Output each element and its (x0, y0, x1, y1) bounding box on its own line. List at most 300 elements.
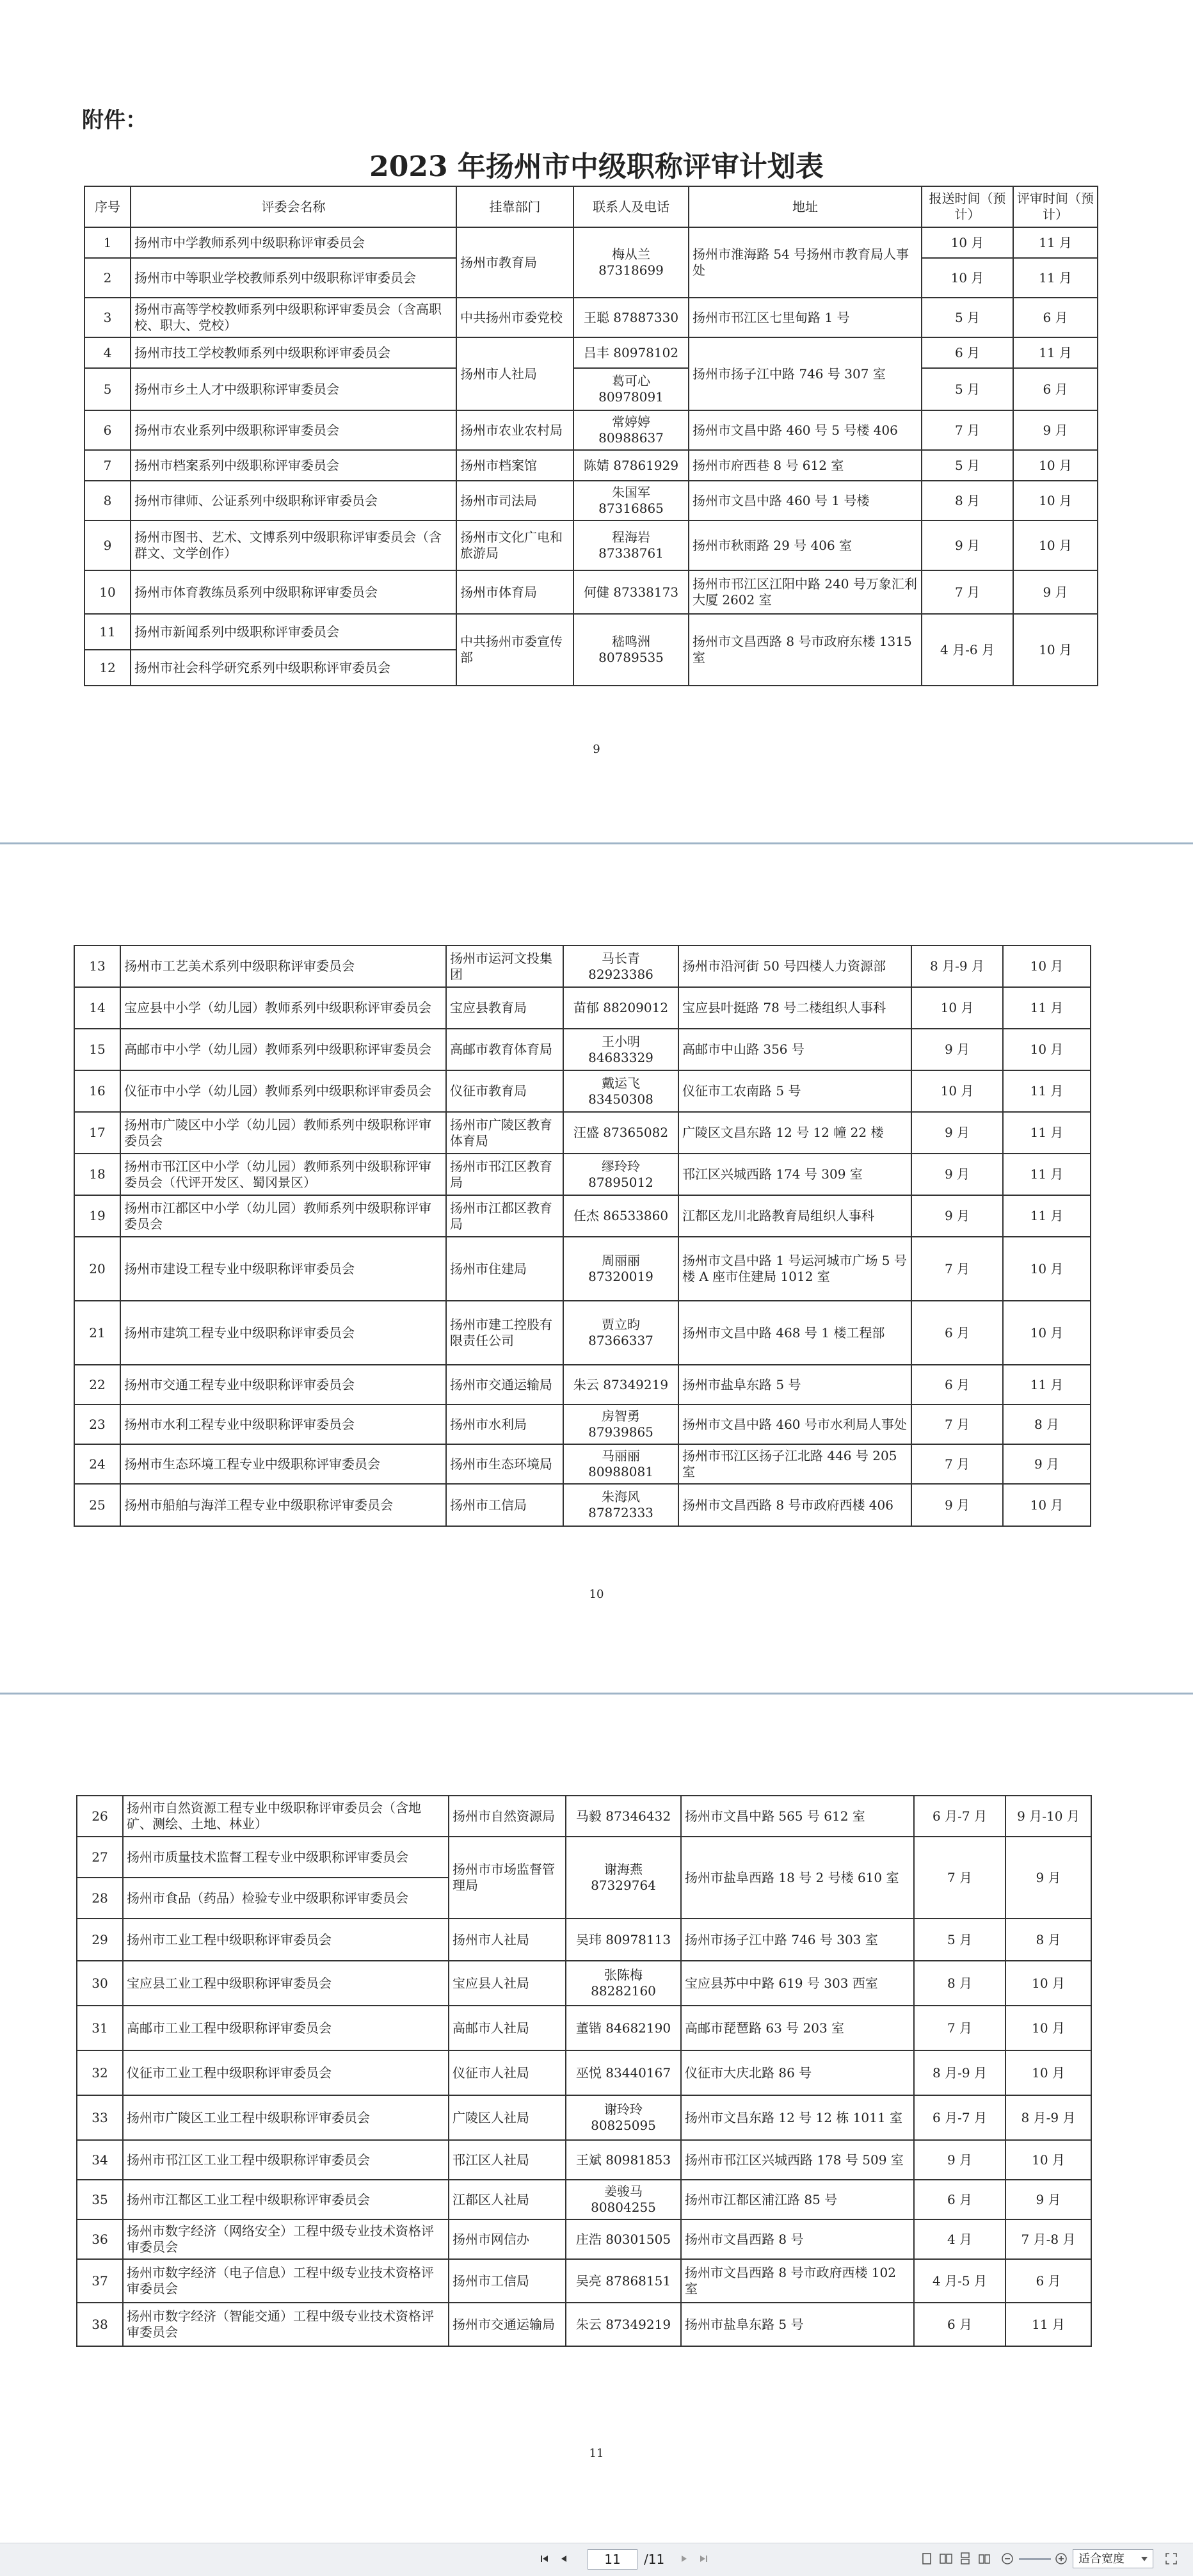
cell-addr: 扬州市文昌中路 468 号 1 楼工程部 (678, 1301, 911, 1365)
cell-dept: 高邮市教育体育局 (446, 1029, 563, 1070)
cell-review: 6 月 (1005, 2259, 1091, 2303)
table-row (84, 227, 1098, 258)
cell-no: 19 (74, 1195, 120, 1237)
cell-addr: 扬州市盐阜西路 18 号 2 号楼 610 室 (681, 1837, 914, 1919)
document-title: 2023 年扬州市中级职称评审计划表 (369, 150, 824, 183)
cell-submit: 9 月 (911, 1112, 1003, 1154)
two-page-icon (940, 2552, 952, 2565)
cell-name: 扬州市江都区工业工程中级职称评审委员会 (123, 2180, 449, 2219)
cell-no: 16 (74, 1070, 120, 1112)
cell-no: 23 (74, 1405, 120, 1444)
cell-review: 11 月 (1005, 2303, 1091, 2346)
cell-no: 31 (77, 2006, 123, 2050)
cell-addr: 扬州市文昌中路 460 号市水利局人事处 (678, 1405, 911, 1444)
cell-addr: 扬州市文昌西路 8 号市政府西楼 406 (678, 1484, 911, 1526)
table-row (74, 987, 1091, 1029)
zoom-in-icon (1055, 2552, 1068, 2565)
cell-no: 10 (84, 570, 131, 614)
header-contact: 联系人及电话 (573, 186, 689, 227)
cell-addr: 高邮市琵琶路 63 号 203 室 (681, 2006, 914, 2050)
cell-no: 20 (74, 1237, 120, 1301)
cell-review: 10 月 (1005, 1961, 1091, 2006)
cell-addr: 扬州市府西巷 8 号 612 室 (689, 450, 922, 481)
cell-no: 2 (84, 258, 131, 298)
cell-no: 18 (74, 1154, 120, 1195)
cell-name: 扬州市船舶与海洋工程专业中级职称评审委员会 (120, 1484, 446, 1526)
cell-name: 扬州市中等职业学校教师系列中级职称评审委员会 (131, 258, 456, 298)
cell-review: 11 月 (1003, 1154, 1091, 1195)
table-row (84, 298, 1098, 337)
single-page-view-button[interactable] (919, 2551, 934, 2566)
cell-addr: 扬州市扬子江中路 746 号 303 室 (681, 1919, 914, 1961)
cell-submit: 5 月 (922, 368, 1013, 410)
cell-no: 3 (84, 298, 131, 337)
cell-addr: 高邮市中山路 356 号 (678, 1029, 911, 1070)
zoom-out-icon (1001, 2552, 1014, 2565)
cell-name: 扬州市体育教练员系列中级职称评审委员会 (131, 570, 456, 614)
cell-no: 12 (84, 650, 131, 686)
cell-no: 37 (77, 2259, 123, 2303)
cell-submit: 9 月 (911, 1154, 1003, 1195)
document-page-1 (0, 0, 1193, 842)
cell-review: 11 月 (1013, 258, 1098, 298)
cell-addr: 宝应县叶挺路 78 号二楼组织人事科 (678, 987, 911, 1029)
cell-name: 扬州市新闻系列中级职称评审委员会 (131, 614, 456, 650)
continuous-view-button[interactable] (957, 2551, 973, 2566)
cell-contact: 戴运飞 83450308 (563, 1070, 678, 1112)
single-page-icon (921, 2552, 933, 2565)
cell-submit: 4 月 (914, 2219, 1005, 2259)
table-row (74, 1029, 1091, 1070)
cell-no: 30 (77, 1961, 123, 2006)
document-page-2 (0, 844, 1193, 1693)
table-page-3 (76, 1795, 1092, 2347)
cell-review: 10 月 (1013, 450, 1098, 481)
cell-no: 29 (77, 1919, 123, 1961)
cell-no: 17 (74, 1112, 120, 1154)
table-row (74, 1484, 1091, 1526)
cell-name: 扬州市邗江区工业工程中级职称评审委员会 (123, 2140, 449, 2180)
cell-dept: 宝应县人社局 (449, 1961, 566, 2006)
cell-name: 扬州市技工学校教师系列中级职称评审委员会 (131, 337, 456, 368)
table-row (84, 570, 1098, 614)
cell-dept: 仪征市教育局 (446, 1070, 563, 1112)
cell-contact: 朱国军 87316865 (573, 481, 689, 520)
cell-contact: 王小明 84683329 (563, 1029, 678, 1070)
cell-contact: 姜骏马 80804255 (566, 2180, 681, 2219)
cell-addr: 扬州市文昌西路 8 号 (681, 2219, 914, 2259)
cell-no: 5 (84, 368, 131, 410)
cell-contact: 朱云 87349219 (563, 1365, 678, 1405)
cell-name: 扬州市社会科学研究系列中级职称评审委员会 (131, 650, 456, 686)
cell-addr: 仪征市工农南路 5 号 (678, 1070, 911, 1112)
cell-review: 10 月 (1013, 614, 1098, 686)
table-row (77, 2303, 1091, 2346)
cell-addr: 扬州市淮海路 54 号扬州市教育局人事处 (689, 227, 922, 298)
book-view-button[interactable] (977, 2551, 992, 2566)
next-page-button[interactable] (676, 2550, 693, 2568)
table-row (77, 1919, 1091, 1961)
cell-name: 扬州市中学教师系列中级职称评审委员会 (131, 227, 456, 258)
cell-dept: 扬州市司法局 (456, 481, 573, 520)
cell-dept: 扬州市档案馆 (456, 450, 573, 481)
cell-submit: 8 月-9 月 (914, 2050, 1005, 2095)
cell-submit: 6 月-7 月 (914, 2095, 1005, 2140)
cell-review: 8 月-9 月 (1005, 2095, 1091, 2140)
cell-contact: 马长青 82923386 (563, 946, 678, 987)
cell-name: 高邮市工业工程中级职称评审委员会 (123, 2006, 449, 2050)
cell-no: 27 (77, 1837, 123, 1878)
cell-contact: 王斌 80981853 (566, 2140, 681, 2180)
cell-no: 6 (84, 410, 131, 450)
viewer-statusbar (0, 2543, 1193, 2576)
cell-name: 扬州市乡土人才中级职称评审委员会 (131, 368, 456, 410)
cell-no: 34 (77, 2140, 123, 2180)
zoom-in-button[interactable] (1053, 2551, 1069, 2566)
first-page-icon (540, 2554, 550, 2564)
cell-name: 宝应县工业工程中级职称评审委员会 (123, 1961, 449, 2006)
cell-addr: 扬州市文昌东路 12 号 12 栋 1011 室 (681, 2095, 914, 2140)
cell-addr: 扬州市沿河街 50 号四楼人力资源部 (678, 946, 911, 987)
cell-name: 高邮市中小学（幼儿园）教师系列中级职称评审委员会 (120, 1029, 446, 1070)
cell-dept: 扬州市工信局 (446, 1484, 563, 1526)
cell-name: 扬州市水利工程专业中级职称评审委员会 (120, 1405, 446, 1444)
cell-no: 38 (77, 2303, 123, 2346)
cell-name: 扬州市食品（药品）检验专业中级职称评审委员会 (123, 1878, 449, 1919)
cell-dept: 江都区人社局 (449, 2180, 566, 2219)
attachment-label: 附件： (82, 108, 147, 133)
cell-review: 10 月 (1013, 520, 1098, 570)
cell-review: 10 月 (1003, 1029, 1091, 1070)
header-review: 评审时间（预计） (1013, 186, 1098, 227)
cell-review: 11 月 (1003, 987, 1091, 1029)
cell-name: 扬州市数字经济（网络安全）工程中级专业技术资格评审委员会 (123, 2219, 449, 2259)
cell-dept: 扬州市人社局 (449, 1919, 566, 1961)
cell-contact: 何健 87338173 (573, 570, 689, 614)
zoom-out-button[interactable] (1000, 2551, 1015, 2566)
cell-name: 扬州市建设工程专业中级职称评审委员会 (120, 1237, 446, 1301)
cell-name: 扬州市交通工程专业中级职称评审委员会 (120, 1365, 446, 1405)
two-page-view-button[interactable] (938, 2551, 954, 2566)
cell-submit: 9 月 (922, 520, 1013, 570)
cell-review: 7 月-8 月 (1005, 2219, 1091, 2259)
cell-no: 28 (77, 1878, 123, 1919)
cell-name: 扬州市工艺美术系列中级职称评审委员会 (120, 946, 446, 987)
cell-dept: 中共扬州市委宣传部 (456, 614, 573, 686)
cell-contact: 任杰 86533860 (563, 1195, 678, 1237)
cell-contact: 葛可心 80978091 (573, 368, 689, 410)
cell-submit: 8 月-9 月 (911, 946, 1003, 987)
cell-contact: 吴玮 80978113 (566, 1919, 681, 1961)
next-page-icon (679, 2554, 689, 2564)
cell-review: 6 月 (1013, 298, 1098, 337)
header-name: 评委会名称 (131, 186, 456, 227)
cell-addr: 广陵区文昌东路 12 号 12 幢 22 楼 (678, 1112, 911, 1154)
cell-name: 扬州市江都区中小学（幼儿园）教师系列中级职称评审委员会 (120, 1195, 446, 1237)
cell-contact: 张陈梅 88282160 (566, 1961, 681, 2006)
table-row (84, 520, 1098, 570)
header-submit: 报送时间（预计） (922, 186, 1013, 227)
cell-submit: 9 月 (911, 1029, 1003, 1070)
last-page-button[interactable] (695, 2550, 712, 2568)
cell-no: 15 (74, 1029, 120, 1070)
cell-submit: 7 月 (922, 410, 1013, 450)
cell-dept: 扬州市邗江区教育局 (446, 1154, 563, 1195)
prev-page-icon (559, 2554, 569, 2564)
cell-no: 4 (84, 337, 131, 368)
cell-dept: 扬州市生态环境局 (446, 1444, 563, 1484)
cell-dept: 扬州市体育局 (456, 570, 573, 614)
page-number: 11 (589, 2447, 604, 2460)
table-row (74, 1405, 1091, 1444)
cell-addr: 宝应县苏中中路 619 号 303 西室 (681, 1961, 914, 2006)
cell-dept: 扬州市市场监督管理局 (449, 1837, 566, 1919)
cell-addr: 邗江区兴城西路 174 号 309 室 (678, 1154, 911, 1195)
cell-contact: 周丽丽 87320019 (563, 1237, 678, 1301)
cell-review: 6 月 (1013, 368, 1098, 410)
cell-addr: 扬州市邗江区扬子江北路 446 号 205 室 (678, 1444, 911, 1484)
cell-dept: 扬州市建工控股有限责任公司 (446, 1301, 563, 1365)
zoom-select[interactable] (1073, 2549, 1153, 2568)
book-view-icon (978, 2552, 991, 2565)
cell-submit: 10 月 (922, 258, 1013, 298)
cell-review: 11 月 (1003, 1070, 1091, 1112)
fullscreen-button[interactable] (1164, 2551, 1179, 2566)
cell-contact: 吕丰 80978102 (573, 337, 689, 368)
cell-name: 扬州市生态环境工程专业中级职称评审委员会 (120, 1444, 446, 1484)
cell-review: 11 月 (1013, 337, 1098, 368)
cell-submit: 7 月 (911, 1237, 1003, 1301)
table-row (84, 337, 1098, 368)
cell-review: 11 月 (1013, 227, 1098, 258)
cell-submit: 10 月 (911, 987, 1003, 1029)
cell-submit: 5 月 (922, 450, 1013, 481)
table-row (77, 2180, 1091, 2219)
cell-submit: 6 月 (911, 1301, 1003, 1365)
zoom-select-label: 适合宽度 (1078, 2552, 1125, 2566)
cell-contact: 陈婧 87861929 (573, 450, 689, 481)
cell-name: 宝应县中小学（幼儿园）教师系列中级职称评审委员会 (120, 987, 446, 1029)
cell-name: 扬州市建筑工程专业中级职称评审委员会 (120, 1301, 446, 1365)
cell-dept: 扬州市教育局 (456, 227, 573, 298)
cell-submit: 7 月 (914, 2006, 1005, 2050)
table-page-1 (84, 186, 1098, 686)
cell-no: 14 (74, 987, 120, 1029)
cell-dept: 广陵区人社局 (449, 2095, 566, 2140)
table-row (77, 2095, 1091, 2140)
cell-addr: 扬州市邗江区兴城西路 178 号 509 室 (681, 2140, 914, 2180)
cell-name: 扬州市农业系列中级职称评审委员会 (131, 410, 456, 450)
cell-dept: 扬州市文化广电和旅游局 (456, 520, 573, 570)
cell-contact: 常婷婷 80988637 (573, 410, 689, 450)
cell-contact: 谢海燕 87329764 (566, 1837, 681, 1919)
cell-no: 11 (84, 614, 131, 650)
cell-contact: 汪盛 87365082 (563, 1112, 678, 1154)
cell-no: 32 (77, 2050, 123, 2095)
table-row (74, 1237, 1091, 1301)
cell-name: 扬州市广陵区工业工程中级职称评审委员会 (123, 2095, 449, 2140)
table-row (84, 481, 1098, 520)
cell-name: 扬州市高等学校教师系列中级职称评审委员会（含高职校、职大、党校） (131, 298, 456, 337)
cell-dept: 扬州市运河文投集团 (446, 946, 563, 987)
cell-contact: 吴亮 87868151 (566, 2259, 681, 2303)
cell-contact: 王聪 87887330 (573, 298, 689, 337)
table-row (77, 2140, 1091, 2180)
cell-addr: 扬州市文昌中路 1 号运河城市广场 5 号楼 A 座市住建局 1012 室 (678, 1237, 911, 1301)
cell-review: 10 月 (1003, 946, 1091, 987)
cell-addr: 扬州市文昌西路 8 号市政府东楼 1315 室 (689, 614, 922, 686)
cell-contact: 朱海风 87872333 (563, 1484, 678, 1526)
cell-addr: 扬州市邗江区七里甸路 1 号 (689, 298, 922, 337)
cell-contact: 董锴 84682190 (566, 2006, 681, 2050)
cell-review: 11 月 (1003, 1195, 1091, 1237)
cell-dept: 扬州市交通运输局 (446, 1365, 563, 1405)
page-input[interactable]: 11 (588, 2549, 637, 2570)
table-row (74, 1154, 1091, 1195)
cell-contact: 朱云 87349219 (566, 2303, 681, 2346)
cell-review: 11 月 (1003, 1112, 1091, 1154)
cell-submit: 9 月 (911, 1195, 1003, 1237)
cell-review: 9 月 (1003, 1444, 1091, 1484)
table-row (74, 1301, 1091, 1365)
page-total: /11 (644, 2552, 665, 2567)
cell-name: 扬州市数字经济（智能交通）工程中级专业技术资格评审委员会 (123, 2303, 449, 2346)
table-page-2 (74, 945, 1091, 1527)
cell-submit: 5 月 (922, 298, 1013, 337)
cell-name: 仪征市工业工程中级职称评审委员会 (123, 2050, 449, 2095)
cell-submit: 7 月 (914, 1837, 1005, 1919)
cell-submit: 10 月 (922, 227, 1013, 258)
cell-submit: 6 月 (914, 2180, 1005, 2219)
table-row (77, 1796, 1091, 1837)
cell-addr: 扬州市盐阜东路 5 号 (678, 1365, 911, 1405)
header-addr: 地址 (689, 186, 922, 227)
table-row (74, 1195, 1091, 1237)
cell-no: 1 (84, 227, 131, 258)
chevron-down-icon (1141, 2557, 1148, 2562)
continuous-page-icon (959, 2552, 971, 2565)
cell-name: 扬州市数字经济（电子信息）工程中级专业技术资格评审委员会 (123, 2259, 449, 2303)
cell-name: 扬州市质量技术监督工程专业中级职称评审委员会 (123, 1837, 449, 1878)
last-page-icon (698, 2554, 709, 2564)
table-row (74, 1365, 1091, 1405)
cell-review: 10 月 (1005, 2050, 1091, 2095)
cell-review: 9 月 (1005, 1837, 1091, 1919)
cell-addr: 扬州市文昌西路 8 号市政府西楼 102 室 (681, 2259, 914, 2303)
cell-review: 9 月 (1005, 2180, 1091, 2219)
cell-review: 9 月-10 月 (1005, 1796, 1091, 1837)
cell-review: 11 月 (1003, 1365, 1091, 1405)
cell-no: 9 (84, 520, 131, 570)
cell-dept: 扬州市住建局 (446, 1237, 563, 1301)
table-row (84, 368, 1098, 410)
cell-review: 8 月 (1003, 1405, 1091, 1444)
cell-contact: 巫悦 83440167 (566, 2050, 681, 2095)
cell-submit: 6 月-7 月 (914, 1796, 1005, 1837)
cell-review: 10 月 (1003, 1301, 1091, 1365)
table-row (74, 946, 1091, 987)
cell-no: 26 (77, 1796, 123, 1837)
cell-dept: 仪征市人社局 (449, 2050, 566, 2095)
cell-addr: 仪征市大庆北路 86 号 (681, 2050, 914, 2095)
cell-submit: 7 月 (922, 570, 1013, 614)
cell-contact: 马毅 87346432 (566, 1796, 681, 1837)
cell-dept: 扬州市农业农村局 (456, 410, 573, 450)
cell-submit: 6 月 (914, 2303, 1005, 2346)
cell-review: 8 月 (1005, 1919, 1091, 1961)
cell-no: 22 (74, 1365, 120, 1405)
cell-submit: 9 月 (914, 2140, 1005, 2180)
first-page-button[interactable] (536, 2550, 553, 2568)
cell-submit: 10 月 (911, 1070, 1003, 1112)
cell-review: 10 月 (1003, 1237, 1091, 1301)
cell-addr: 扬州市文昌中路 460 号 1 号楼 (689, 481, 922, 520)
cell-dept: 扬州市自然资源局 (449, 1796, 566, 1837)
cell-no: 33 (77, 2095, 123, 2140)
cell-dept: 扬州市江都区教育局 (446, 1195, 563, 1237)
cell-submit: 8 月 (914, 1961, 1005, 2006)
cell-dept: 扬州市交通运输局 (449, 2303, 566, 2346)
cell-addr: 扬州市扬子江中路 746 号 307 室 (689, 337, 922, 410)
cell-dept: 扬州市人社局 (456, 337, 573, 410)
cell-name: 扬州市档案系列中级职称评审委员会 (131, 450, 456, 481)
cell-name: 扬州市广陵区中小学（幼儿园）教师系列中级职称评审委员会 (120, 1112, 446, 1154)
fullscreen-icon (1165, 2552, 1178, 2565)
cell-no: 8 (84, 481, 131, 520)
cell-no: 7 (84, 450, 131, 481)
cell-review: 10 月 (1003, 1484, 1091, 1526)
cell-no: 36 (77, 2219, 123, 2259)
cell-submit: 7 月 (911, 1444, 1003, 1484)
cell-contact: 谢玲玲 80825095 (566, 2095, 681, 2140)
cell-no: 25 (74, 1484, 120, 1526)
table-row (84, 450, 1098, 481)
table-row (74, 1070, 1091, 1112)
cell-review: 10 月 (1005, 2006, 1091, 2050)
table-row (77, 2219, 1091, 2259)
cell-name: 扬州市邗江区中小学（幼儿园）教师系列中级职称评审委员会（代评开发区、蜀冈景区） (120, 1154, 446, 1195)
cell-dept: 中共扬州市委党校 (456, 298, 573, 337)
cell-contact: 程海岩 87338761 (573, 520, 689, 570)
table-row (74, 1444, 1091, 1484)
cell-dept: 宝应县教育局 (446, 987, 563, 1029)
zoom-slider[interactable] (1019, 2558, 1051, 2560)
cell-name: 扬州市工业工程中级职称评审委员会 (123, 1919, 449, 1961)
cell-submit: 4 月-6 月 (922, 614, 1013, 686)
cell-addr: 扬州市文昌中路 565 号 612 室 (681, 1796, 914, 1837)
cell-addr: 扬州市文昌中路 460 号 5 号楼 406 (689, 410, 922, 450)
cell-no: 35 (77, 2180, 123, 2219)
cell-contact: 贾立昀 87366337 (563, 1301, 678, 1365)
cell-addr: 扬州市江都区浦江路 85 号 (681, 2180, 914, 2219)
prev-page-button[interactable] (556, 2550, 572, 2568)
table-row (77, 2006, 1091, 2050)
cell-dept: 扬州市水利局 (446, 1405, 563, 1444)
cell-contact: 房智勇 87939865 (563, 1405, 678, 1444)
cell-submit: 5 月 (914, 1919, 1005, 1961)
cell-review: 10 月 (1005, 2140, 1091, 2180)
cell-submit: 6 月 (911, 1365, 1003, 1405)
table-row (77, 1837, 1091, 1878)
cell-submit: 4 月-5 月 (914, 2259, 1005, 2303)
cell-dept: 扬州市广陵区教育体育局 (446, 1112, 563, 1154)
header-no: 序号 (84, 186, 131, 227)
cell-addr: 江都区龙川北路教育局组织人事科 (678, 1195, 911, 1237)
cell-contact: 马丽丽 80988081 (563, 1444, 678, 1484)
table-row (84, 614, 1098, 650)
cell-no: 24 (74, 1444, 120, 1484)
table-row (84, 410, 1098, 450)
